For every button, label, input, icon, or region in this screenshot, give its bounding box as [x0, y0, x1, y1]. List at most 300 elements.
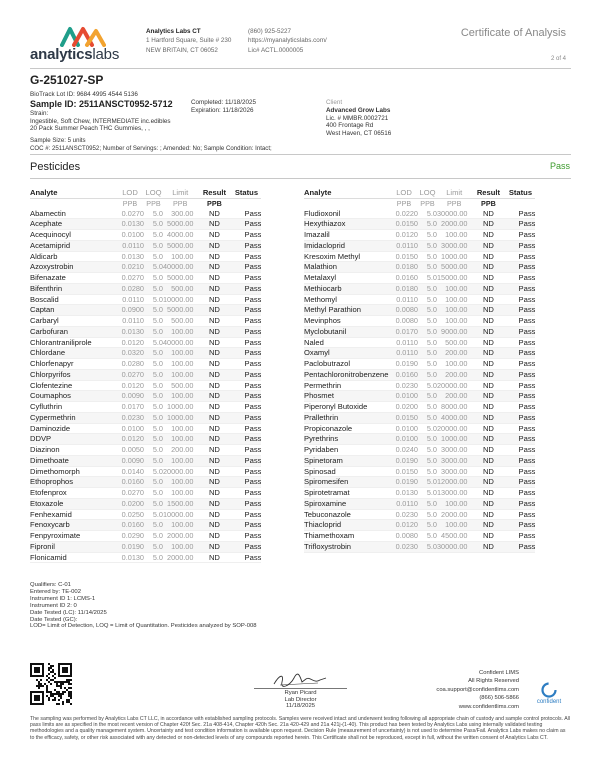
- col-result: Result: [476, 188, 501, 197]
- entered-by: Entered by: TE-002: [30, 588, 81, 595]
- result-value: ND: [471, 230, 505, 241]
- analyte-name: Kresoxim Methyl: [304, 251, 390, 262]
- loq-value: 5.0: [418, 337, 437, 348]
- table-row: [30, 262, 261, 273]
- client-label: Client: [326, 99, 343, 106]
- lod-value: 0.0120: [116, 380, 144, 391]
- lod-value: 0.0220: [390, 209, 418, 219]
- lod-value: 0.0110: [116, 316, 144, 327]
- table-row: [30, 230, 261, 241]
- limit-value: 5000.00: [163, 240, 197, 251]
- table-row: [30, 434, 261, 445]
- sample-matrix: Ingestible, Soft Chew, INTERMEDIATE inc.edibles: [30, 117, 171, 125]
- loq-value: 5.0: [144, 273, 163, 284]
- analyte-name: Permethrin: [304, 380, 390, 391]
- col-status: Status: [508, 188, 533, 197]
- result-value: ND: [471, 316, 505, 327]
- lod-value: 0.0050: [116, 445, 144, 456]
- limit-value: 100.00: [437, 359, 471, 370]
- signature-line: [254, 688, 347, 689]
- lod-value: 0.0200: [116, 498, 144, 509]
- analyte-name: Acephate: [30, 219, 116, 230]
- pesticides-table-right: [304, 188, 535, 553]
- result-value: ND: [197, 369, 231, 380]
- result-value: ND: [197, 240, 231, 251]
- loq-value: 5.0: [418, 498, 437, 509]
- limit-value: 100.00: [163, 434, 197, 445]
- limit-value: 2000.00: [163, 531, 197, 542]
- limit-value: 4000.00: [437, 412, 471, 423]
- limit-value: 2000.00: [163, 552, 197, 563]
- limit-value: 1000.00: [437, 251, 471, 262]
- lab-website[interactable]: https://myanalyticslabs.com/: [248, 37, 327, 45]
- lod-value: 0.0210: [116, 262, 144, 273]
- limit-value: 3000.00: [437, 240, 471, 251]
- limit-value: 100.00: [437, 283, 471, 294]
- loq-value: 5.0: [418, 445, 437, 456]
- col-lod: LOD: [396, 188, 412, 197]
- result-value: ND: [197, 230, 231, 241]
- table-row: [304, 509, 535, 520]
- limit-value: 500.00: [163, 380, 197, 391]
- status-value: Pass: [231, 434, 261, 445]
- loq-value: 5.0: [418, 273, 437, 284]
- table-row: [30, 412, 261, 423]
- status-value: Pass: [231, 230, 261, 241]
- analyte-name: Thiamethoxam: [304, 531, 390, 542]
- status-value: Pass: [505, 326, 535, 337]
- analyte-name: Daminozide: [30, 423, 116, 434]
- lims-email[interactable]: coa.support@confidentlims.com: [436, 686, 519, 693]
- result-value: ND: [197, 283, 231, 294]
- coc-info: COC #: 2511ANSCT0952; Number of Servings: ; Amended: No; Sample Condition: Intact;: [30, 144, 272, 152]
- lab-city: NEW BRITAIN, CT 06052: [146, 46, 218, 54]
- lod-value: 0.0160: [116, 477, 144, 488]
- sample-strain: Strain:: [30, 109, 49, 117]
- table-row: [30, 283, 261, 294]
- loq-value: 5.0: [144, 209, 163, 219]
- col-loq: LOQ: [145, 188, 162, 197]
- analyte-name: Thiacloprid: [304, 520, 390, 531]
- expiration-date: Expiration: 11/18/2026: [191, 107, 254, 114]
- sample-product: 20 Pack Summer Peach THC Gummies, , ,: [30, 125, 150, 133]
- table-row: [30, 509, 261, 520]
- loq-value: 5.0: [418, 316, 437, 327]
- loq-value: 5.0: [144, 359, 163, 370]
- lod-value: 0.0280: [116, 359, 144, 370]
- limit-value: 200.00: [437, 391, 471, 402]
- lod-value: 0.0230: [116, 412, 144, 423]
- pesticides-right-body: [304, 209, 535, 553]
- result-value: ND: [197, 316, 231, 327]
- lod-value: 0.0080: [390, 305, 418, 316]
- client-license: Lic. # MMBR.0002721: [326, 114, 389, 122]
- analyte-name: Propiconazole: [304, 423, 390, 434]
- result-value: ND: [471, 219, 505, 230]
- limit-value: 20000.00: [437, 423, 471, 434]
- loq-value: 5.0: [144, 509, 163, 520]
- lod-value: 0.0190: [116, 541, 144, 552]
- loq-value: 5.0: [418, 423, 437, 434]
- result-value: ND: [197, 455, 231, 466]
- table-row: [304, 380, 535, 391]
- result-value: ND: [197, 552, 231, 563]
- limit-value: 100.00: [163, 369, 197, 380]
- lab-name: Analytics Labs CT: [146, 28, 201, 35]
- analyte-name: Clofentezine: [30, 380, 116, 391]
- analyte-name: Acetamiprid: [30, 240, 116, 251]
- disclaimer-text: The sampling was performed by Analytics Labs CT LLC, in accordance with established sampling protocols. Samples were received intact and underwent testing following all appropriate chain of custody and sample control protocols. All pass limits are as specified in the most recent version of Chapter 420f Sec. 21a 408-414, Chapter 420h Sec. 21a 420-429 and 21a 421j-(1-40). This product has been tested by Analytics Labs using internally validated testing methodologies and a quality management system. Uncertainty and test condition information is available upon request. Decision Rule (measurement of uncertainty) is not used to determine Pass/Fail. Analytics Labs makes no claim as to the efficacy, safety, or other risk associated with any detected or non-detected levels of any compounds reported herein. This Certificate shall not be reproduced, except in full, without the written consent of Analytics Labs CT.: [30, 716, 570, 741]
- table-row: [30, 251, 261, 262]
- table-row: [304, 337, 535, 348]
- lod-value: 0.0100: [116, 230, 144, 241]
- section-status-badge: Pass: [549, 161, 570, 171]
- status-value: Pass: [231, 488, 261, 499]
- table-row: [30, 348, 261, 359]
- analyte-name: Fipronil: [30, 541, 116, 552]
- lod-value: 0.0190: [390, 455, 418, 466]
- status-value: Pass: [231, 316, 261, 327]
- limit-value: 5000.00: [437, 262, 471, 273]
- analyte-name: Cyfluthrin: [30, 402, 116, 413]
- loq-value: 5.0: [144, 230, 163, 241]
- confident-logo-icon: [527, 682, 571, 699]
- result-value: ND: [471, 369, 505, 380]
- lims-web[interactable]: www.confidentlims.com: [458, 703, 519, 710]
- lod-value: 0.0320: [116, 348, 144, 359]
- result-value: ND: [471, 391, 505, 402]
- limit-value: 100.00: [163, 488, 197, 499]
- limit-value: 1500.00: [163, 498, 197, 509]
- loq-value: 5.0: [418, 348, 437, 359]
- lod-value: 0.0090: [116, 455, 144, 466]
- lod-value: 0.0110: [390, 240, 418, 251]
- analytics-labs-logo-mark: [60, 25, 106, 47]
- divider: [30, 68, 571, 69]
- sample-size: Sample Size: 5 units: [30, 137, 86, 144]
- analyte-name: Myclobutanil: [304, 326, 390, 337]
- loq-value: 5.0: [144, 402, 163, 413]
- analyte-name: Tebuconazole: [304, 509, 390, 520]
- loq-value: 5.0: [418, 209, 437, 219]
- limit-value: 500.00: [437, 337, 471, 348]
- result-value: ND: [471, 434, 505, 445]
- limit-value: 100.00: [163, 423, 197, 434]
- limit-value: 100.00: [437, 316, 471, 327]
- col-analyte: Analyte: [30, 188, 58, 197]
- client-name: Advanced Grow Labs: [326, 106, 391, 114]
- table-row: [30, 445, 261, 456]
- qualifiers: Qualifiers: C-01: [30, 582, 71, 588]
- table-row: [304, 348, 535, 359]
- instrument-id-2: Instrument ID 2: 0: [30, 602, 77, 609]
- date-tested-gc: Date Tested (GC):: [30, 616, 78, 623]
- divider: [30, 154, 571, 155]
- limit-value: 12000.00: [437, 477, 471, 488]
- loq-value: 5.0: [418, 240, 437, 251]
- table-row: [30, 541, 261, 552]
- table-row: [30, 402, 261, 413]
- confident-logo-text: confident: [536, 699, 562, 705]
- loq-value: 5.0: [418, 455, 437, 466]
- result-value: ND: [471, 445, 505, 456]
- status-value: Pass: [231, 305, 261, 316]
- table-row: [304, 520, 535, 531]
- analyte-name: Fenhexamid: [30, 509, 116, 520]
- limit-value: 200.00: [437, 369, 471, 380]
- loq-value: 5.0: [144, 552, 163, 563]
- status-value: Pass: [231, 209, 261, 219]
- loq-value: 5.0: [144, 498, 163, 509]
- result-value: ND: [197, 509, 231, 520]
- analyte-name: Bifenazate: [30, 273, 116, 284]
- limit-value: 2000.00: [437, 509, 471, 520]
- table-row: [304, 541, 535, 552]
- lod-value: 0.0200: [390, 402, 418, 413]
- lod-value: 0.0110: [390, 348, 418, 359]
- lod-value: 0.0100: [390, 434, 418, 445]
- analyte-name: Hexythiazox: [304, 219, 390, 230]
- status-value: Pass: [231, 219, 261, 230]
- lod-value: 0.0270: [116, 209, 144, 219]
- limit-value: 100.00: [163, 391, 197, 402]
- table-row: [304, 434, 535, 445]
- limit-value: 100.00: [163, 455, 197, 466]
- status-value: Pass: [231, 283, 261, 294]
- loq-value: 5.0: [144, 445, 163, 456]
- loq-value: 5.0: [144, 488, 163, 499]
- table-row: [304, 477, 535, 488]
- analyte-name: Methiocarb: [304, 283, 390, 294]
- status-value: Pass: [231, 520, 261, 531]
- lod-value: 0.0280: [116, 283, 144, 294]
- status-value: Pass: [231, 326, 261, 337]
- loq-value: 5.0: [144, 348, 163, 359]
- lod-value: 0.0230: [390, 380, 418, 391]
- client-info: [326, 99, 391, 138]
- table-row: [304, 369, 535, 380]
- analyte-name: Cypermethrin: [30, 412, 116, 423]
- result-value: ND: [471, 273, 505, 284]
- lod-value: 0.0090: [116, 391, 144, 402]
- analyte-name: Spinetoram: [304, 455, 390, 466]
- col-result: Result: [202, 188, 227, 197]
- table-row: [304, 359, 535, 370]
- limit-value: 100.00: [437, 305, 471, 316]
- analyte-name: Methomyl: [304, 294, 390, 305]
- status-value: Pass: [231, 294, 261, 305]
- signer-title: Lab Director: [284, 696, 317, 703]
- limit-value: 300.00: [163, 209, 197, 219]
- status-value: Pass: [231, 262, 261, 273]
- status-value: Pass: [505, 240, 535, 251]
- loq-value: 5.0: [144, 283, 163, 294]
- result-value: ND: [197, 498, 231, 509]
- table-row: [304, 283, 535, 294]
- analyte-name: Naled: [304, 337, 390, 348]
- lod-value: 0.0080: [390, 531, 418, 542]
- status-value: Pass: [231, 359, 261, 370]
- result-value: ND: [197, 391, 231, 402]
- sample-dates: [191, 99, 256, 115]
- analyte-name: Trifloxystrobin: [304, 541, 390, 552]
- col-limit: Limit: [446, 188, 463, 197]
- status-value: Pass: [231, 541, 261, 552]
- divider: [30, 178, 571, 179]
- analyte-name: DDVP: [30, 434, 116, 445]
- loq-value: 5.0: [418, 251, 437, 262]
- loq-value: 5.0: [418, 412, 437, 423]
- analyte-name: Chlorantraniliprole: [30, 337, 116, 348]
- loq-value: 5.0: [144, 434, 163, 445]
- loq-value: 5.0: [144, 337, 163, 348]
- table-row: [304, 230, 535, 241]
- status-value: Pass: [231, 455, 261, 466]
- status-value: Pass: [505, 488, 535, 499]
- loq-value: 5.0: [144, 520, 163, 531]
- table-row: [304, 531, 535, 542]
- status-value: Pass: [505, 531, 535, 542]
- unit-lod: PPB: [116, 198, 144, 208]
- limit-value: 1000.00: [163, 402, 197, 413]
- status-value: Pass: [231, 391, 261, 402]
- sample-id: Sample ID: 2511ANSCT0952-5712: [30, 98, 173, 109]
- loq-value: 5.0: [418, 294, 437, 305]
- lod-value: 0.0270: [116, 273, 144, 284]
- result-value: ND: [471, 326, 505, 337]
- analyte-name: Captan: [30, 305, 116, 316]
- status-value: Pass: [231, 412, 261, 423]
- col-lod: LOD: [122, 188, 138, 197]
- status-value: Pass: [231, 380, 261, 391]
- result-value: ND: [471, 509, 505, 520]
- lab-contact: [248, 27, 327, 55]
- lod-value: 0.0150: [390, 412, 418, 423]
- lod-value: 0.0110: [390, 498, 418, 509]
- loq-value: 5.0: [418, 391, 437, 402]
- result-value: ND: [471, 477, 505, 488]
- loq-value: 5.0: [418, 219, 437, 230]
- lod-value: 0.0150: [390, 466, 418, 477]
- analyte-name: Chlordane: [30, 348, 116, 359]
- table-row: [30, 219, 261, 230]
- unit-limit: PPB: [437, 198, 471, 208]
- limit-value: 500.00: [163, 316, 197, 327]
- loq-value: 5.0: [144, 541, 163, 552]
- table-row: [304, 445, 535, 456]
- analyte-name: Fenoxycarb: [30, 520, 116, 531]
- limit-value: 10000.00: [163, 509, 197, 520]
- status-value: Pass: [505, 520, 535, 531]
- limit-value: 100.00: [437, 294, 471, 305]
- limit-value: 4500.00: [437, 531, 471, 542]
- status-value: Pass: [505, 251, 535, 262]
- analyte-name: Fenpyroximate: [30, 531, 116, 542]
- table-row: [30, 359, 261, 370]
- analyte-name: Fludioxonil: [304, 209, 390, 219]
- result-value: ND: [197, 380, 231, 391]
- status-value: Pass: [505, 412, 535, 423]
- analyte-name: Spiroxamine: [304, 498, 390, 509]
- analyte-name: Boscalid: [30, 294, 116, 305]
- limit-value: 100.00: [163, 251, 197, 262]
- result-value: ND: [197, 251, 231, 262]
- result-value: ND: [197, 337, 231, 348]
- client-city: West Haven, CT 06516: [326, 130, 392, 138]
- limit-value: 200.00: [163, 445, 197, 456]
- pesticides-left-body: [30, 209, 261, 563]
- lod-value: 0.0230: [390, 541, 418, 552]
- confident-logo: [527, 682, 571, 710]
- lod-value: 0.0900: [116, 305, 144, 316]
- result-value: ND: [471, 541, 505, 552]
- limit-value: 10000.00: [163, 294, 197, 305]
- result-value: ND: [197, 209, 231, 219]
- analyte-name: Phosmet: [304, 391, 390, 402]
- limit-value: 4000.00: [163, 230, 197, 241]
- result-value: ND: [197, 262, 231, 273]
- status-value: Pass: [231, 498, 261, 509]
- loq-value: 5.0: [418, 380, 437, 391]
- analyte-name: Etoxazole: [30, 498, 116, 509]
- table-row: [304, 412, 535, 423]
- limit-value: 8000.00: [437, 402, 471, 413]
- lab-street: 1 Hartford Square, Suite # 230: [146, 37, 232, 45]
- analyte-name: Carbofuran: [30, 326, 116, 337]
- loq-value: 5.0: [418, 359, 437, 370]
- loq-value: 5.0: [144, 251, 163, 262]
- status-value: Pass: [505, 219, 535, 230]
- loq-value: 5.0: [418, 402, 437, 413]
- result-value: ND: [471, 283, 505, 294]
- lod-value: 0.0110: [390, 294, 418, 305]
- status-value: Pass: [505, 391, 535, 402]
- status-value: Pass: [231, 369, 261, 380]
- status-value: Pass: [505, 209, 535, 219]
- result-value: ND: [197, 445, 231, 456]
- status-value: Pass: [231, 273, 261, 284]
- lod-value: 0.0170: [116, 402, 144, 413]
- loq-value: 5.0: [418, 326, 437, 337]
- loq-value: 5.0: [418, 520, 437, 531]
- table-row: [304, 294, 535, 305]
- loq-value: 5.0: [144, 380, 163, 391]
- completed-date: Completed: 11/18/2025: [191, 99, 256, 106]
- loq-value: 5.0: [144, 219, 163, 230]
- signature-image: [270, 670, 330, 690]
- lims-info: [436, 669, 519, 711]
- status-value: Pass: [231, 477, 261, 488]
- biotrack-lot-id: BioTrack Lot ID: 9684 4995 4544 5136: [30, 91, 138, 98]
- table-row: [304, 251, 535, 262]
- result-value: ND: [471, 251, 505, 262]
- result-value: ND: [471, 520, 505, 531]
- status-value: Pass: [505, 498, 535, 509]
- lims-phone: (866) 506-5866: [479, 695, 519, 702]
- qr-code-icon[interactable]: [30, 663, 72, 705]
- result-value: ND: [197, 326, 231, 337]
- loq-value: 5.0: [144, 391, 163, 402]
- limit-value: 500.00: [163, 283, 197, 294]
- loq-value: 5.0: [418, 509, 437, 520]
- status-value: Pass: [505, 380, 535, 391]
- limit-value: 3000.00: [437, 455, 471, 466]
- analyte-name: Etofenprox: [30, 488, 116, 499]
- analyte-name: Azoxystrobin: [30, 262, 116, 273]
- result-value: ND: [471, 209, 505, 219]
- loq-value: 5.0: [418, 541, 437, 552]
- loq-value: 5.0: [144, 262, 163, 273]
